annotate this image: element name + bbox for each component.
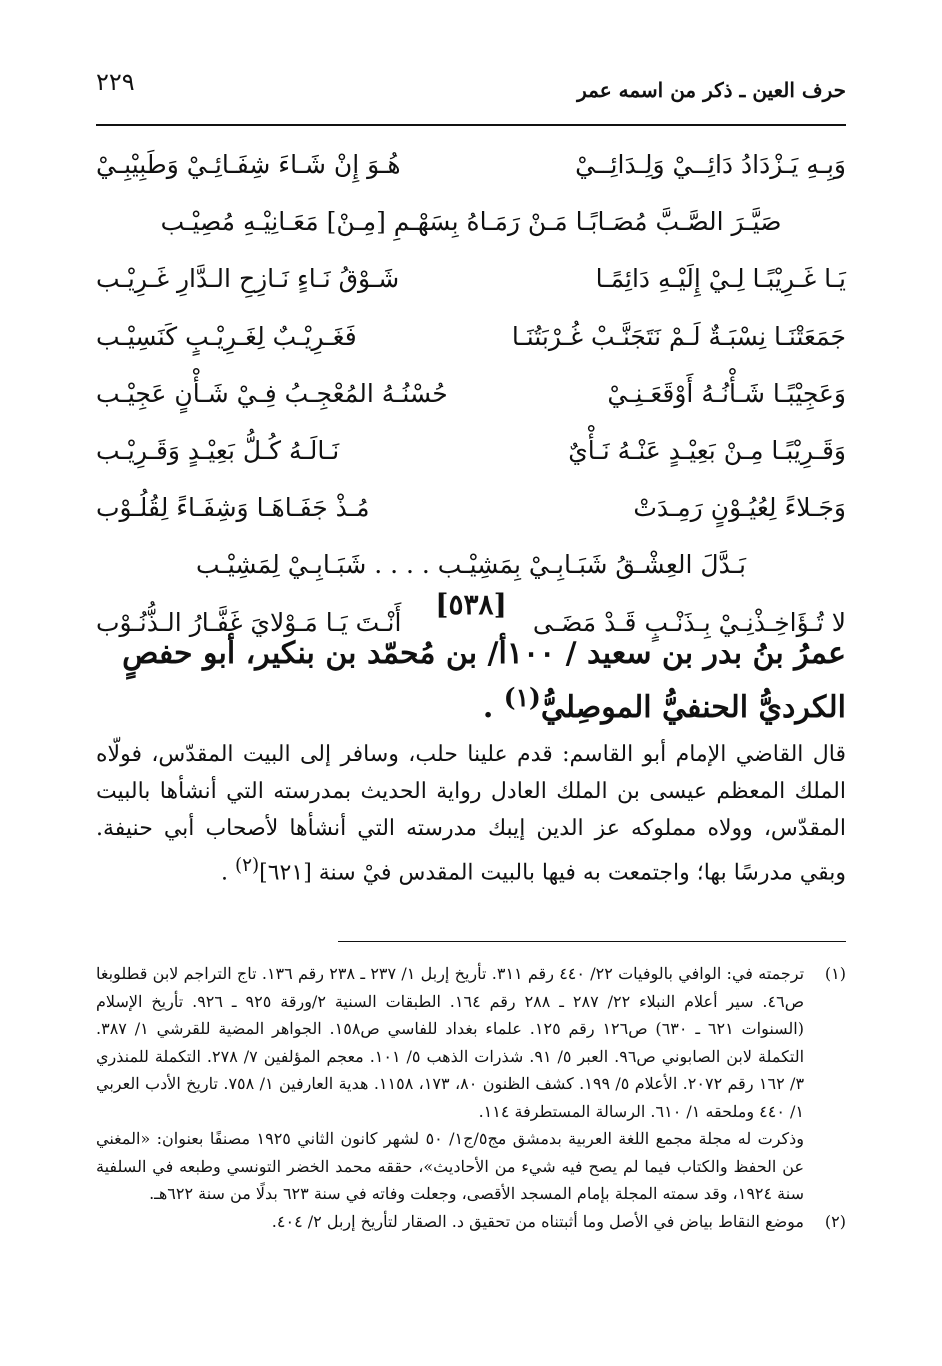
verse-first-hemistich: وَعَجِيْبًـا شَـأْنُـهُ أَوْقَعَـنِـيْ: [607, 378, 846, 408]
footnote-ref: (٢): [234, 855, 260, 876]
verse-second-hemistich: هُـوَ إِنْ شَـاءَ شِفَـائِـيْ وَطَبِيْبِـيْ: [96, 150, 401, 180]
verse-second-hemistich: حُسْنُـهُ المُعْجِـبُ فِـيْ شَـأْنٍ عَجِيْـب: [96, 378, 448, 408]
running-title: حرف العين ـ ذكر من اسمه عمر: [577, 78, 846, 102]
verse-first-hemistich: وَجَـلاءً لِعُيُـوْنٍ رَمِـدَتْ: [633, 493, 846, 523]
footnote: [96, 1208, 846, 1236]
header-rule: [96, 124, 846, 126]
entry-number: [٥٣٨]: [435, 588, 507, 621]
footnote-extra: وذكرت له مجلة مجمع اللغة العربية بدمشق مج٥/ج١/ ٥٠ لشهر كانون الثاني ١٩٢٥ مصنفًا بعنوان: «المغني عن الحفظ والكتاب فيما لم يصح فيه شيء من الأحاديث»، حققه محمد الخضر التونسي وطبعه في السلفية سنة ١٩٢٤، وقد سمته المجلة بإمام المسجد الأقصى، وجعلت وفاته في سنة ٦٢٣ بدلًا من سنة ٦٢٢هـ.: [96, 1129, 805, 1203]
verse-first-hemistich: لا تُـؤَاخِـذْنِـيْ بِـذَنْـبٍ قَـدْ مَضَـى: [532, 607, 846, 637]
footnote-ref: (١): [503, 683, 541, 712]
footnote-mark: (١): [824, 964, 846, 983]
verse-first-hemistich: صَيَّـرَ الصَّـبَّ مُصَـابًـا مَـنْ رَمَـاهُ بِسَهْـمِ [مِـنْ] مَعَـانِيْـهِ مُصِيْـب: [160, 207, 782, 237]
verse: [96, 365, 846, 422]
verse-first-hemistich: وَقَـرِيْبًـا مِـنْ بَعِيْـدٍ عَنْـهُ نَـأْيٌ: [568, 436, 846, 466]
verse-second-hemistich: فَغَـرِيْـبٌ لِغَـرِيْـبٍ كَنَسِيْـب: [96, 321, 357, 351]
entry-title: [96, 632, 846, 730]
verse: [96, 536, 846, 593]
verse-second-hemistich: مُـذْ جَفَـاهَـا وَشِفَـاءً لِقُلُـوْب: [96, 493, 370, 523]
entry-title-text: عمرُ بنُ بدر بن سعيد / ١٠٠أ/ بن مُحمّد بن بنكير، أبو حفصٍ الكرديُّ الحنفيُّ الموصِليُّ: [122, 636, 846, 725]
verse-first-hemistich: يَـا غَـرِيْبًـا لِـيْ إِلَيْـهِ دَائِمًـا: [595, 264, 846, 294]
verse-first-hemistich: بَـدَّلَ العِشْـقُ شَبَـابِـيْ بِمَشِيْـب . . . . شَبَـابِـيْ لِمَشِيْـب: [196, 550, 746, 580]
footnote: [96, 960, 846, 1208]
footnote-body: [96, 1208, 804, 1236]
verse-first-hemistich: جَمَعَتْنَـا نِسْبَـةٌ لَـمْ نَتَجَنَّـبْ غُـرْبَتُنَـا: [511, 321, 846, 351]
poem: [96, 136, 846, 651]
verse: [96, 193, 846, 250]
verse: [96, 479, 846, 536]
verse: [96, 308, 846, 365]
footnote-mark: (٢): [824, 1211, 846, 1231]
verse: [96, 422, 846, 479]
verse-second-hemistich: أَنْـتَ يَـا مَـوْلايَ غَفَّـارُ الـذُّنُـوْب: [96, 607, 402, 637]
body-end: .: [220, 860, 228, 886]
footnote-rule: [338, 941, 846, 942]
footnote-body: [96, 960, 804, 1208]
footnote-text: ترجمته في: الوافي بالوفيات ٢٢/ ٤٤٠ رقم ٣١١. تأريخ إربل ١/ ٢٣٧ ـ ٢٣٨ رقم ١٣٦. تاج التراجم لابن قطلوبغا ص٤٦. سير أعلام النبلاء ٢٢/ ٢٨٧ ـ ٢٨٨ رقم ١٦٤. الطبقات السنية ٢/ورقة ٩٢٥ ـ ٩٢٦. تأريخ الإسلام (السنوات ٦٢١ ـ ٦٣٠) ص١٢٦ رقم ١٢٥. علماء بغداد للفاسي ص١٥٨. الجواهر المضية للقرشي ١/ ٣٨٧. التكملة لابن الصابوني ص٩٦. العبر ٥/ ٩١. شذرات الذهب ٥/ ١٠١. معجم المؤلفين ٧/ ٢٧٨. التكملة للمنذري ٣/ ١٦٢ رقم ٢٠٧٢. الأعلام ٥/ ١٩٩. كشف الظنون ٨٠، ١٧٣، ١١٥٨. هدية العارفين ١/ ٧٥٨. تاريخ الأدب العربي ١/ ٤٤٠ وملحقه ١/ ٦١٠. الرسالة المستطرفة ١١٤.: [96, 964, 805, 1121]
verse-second-hemistich: شَـوْقُ نَـاءٍ نَـازِحِ الـدَّارِ غَـرِيْـب: [96, 264, 400, 294]
footnote-text: موضع النقاط بياض في الأصل وما أثبتناه من تحقيق د. الصقار لتأريخ إربل ٢/ ٤٠٤.: [271, 1211, 804, 1231]
body-paragraph: [96, 736, 846, 891]
entry-title-end: .: [482, 690, 494, 725]
verse-first-hemistich: وَبِـهِ يَـزْدَادُ دَائِــيْ وَلِـدَائِــيْ: [575, 150, 846, 180]
page-number: ٢٢٩: [96, 68, 135, 96]
verse: [96, 250, 846, 307]
footnotes: [96, 960, 846, 1235]
verse: [96, 136, 846, 193]
page-header: [96, 62, 846, 118]
body-text: قال القاضي الإمام أبو القاسم: قدم علينا حلب، وسافر إلى البيت المقدّس، فولّاه الملك المعظم عيسى بن الملك العادل رواية الحديث بمدرسته التي أنشأها بالبيت المقدّس، وولاه مملوكه عز الدين إيبك مدرسته التي أنشأها لأصحاب أبي حنيفة. وبقي مدرسًا بها؛ واجتمعت به فيها بالبيت المقدس فيْ سنة [٦٢١]: [96, 742, 846, 886]
verse-second-hemistich: نَـالَـهُ كُـلُّ بَعِيْـدٍ وَقَـرِيْـب: [96, 436, 340, 466]
